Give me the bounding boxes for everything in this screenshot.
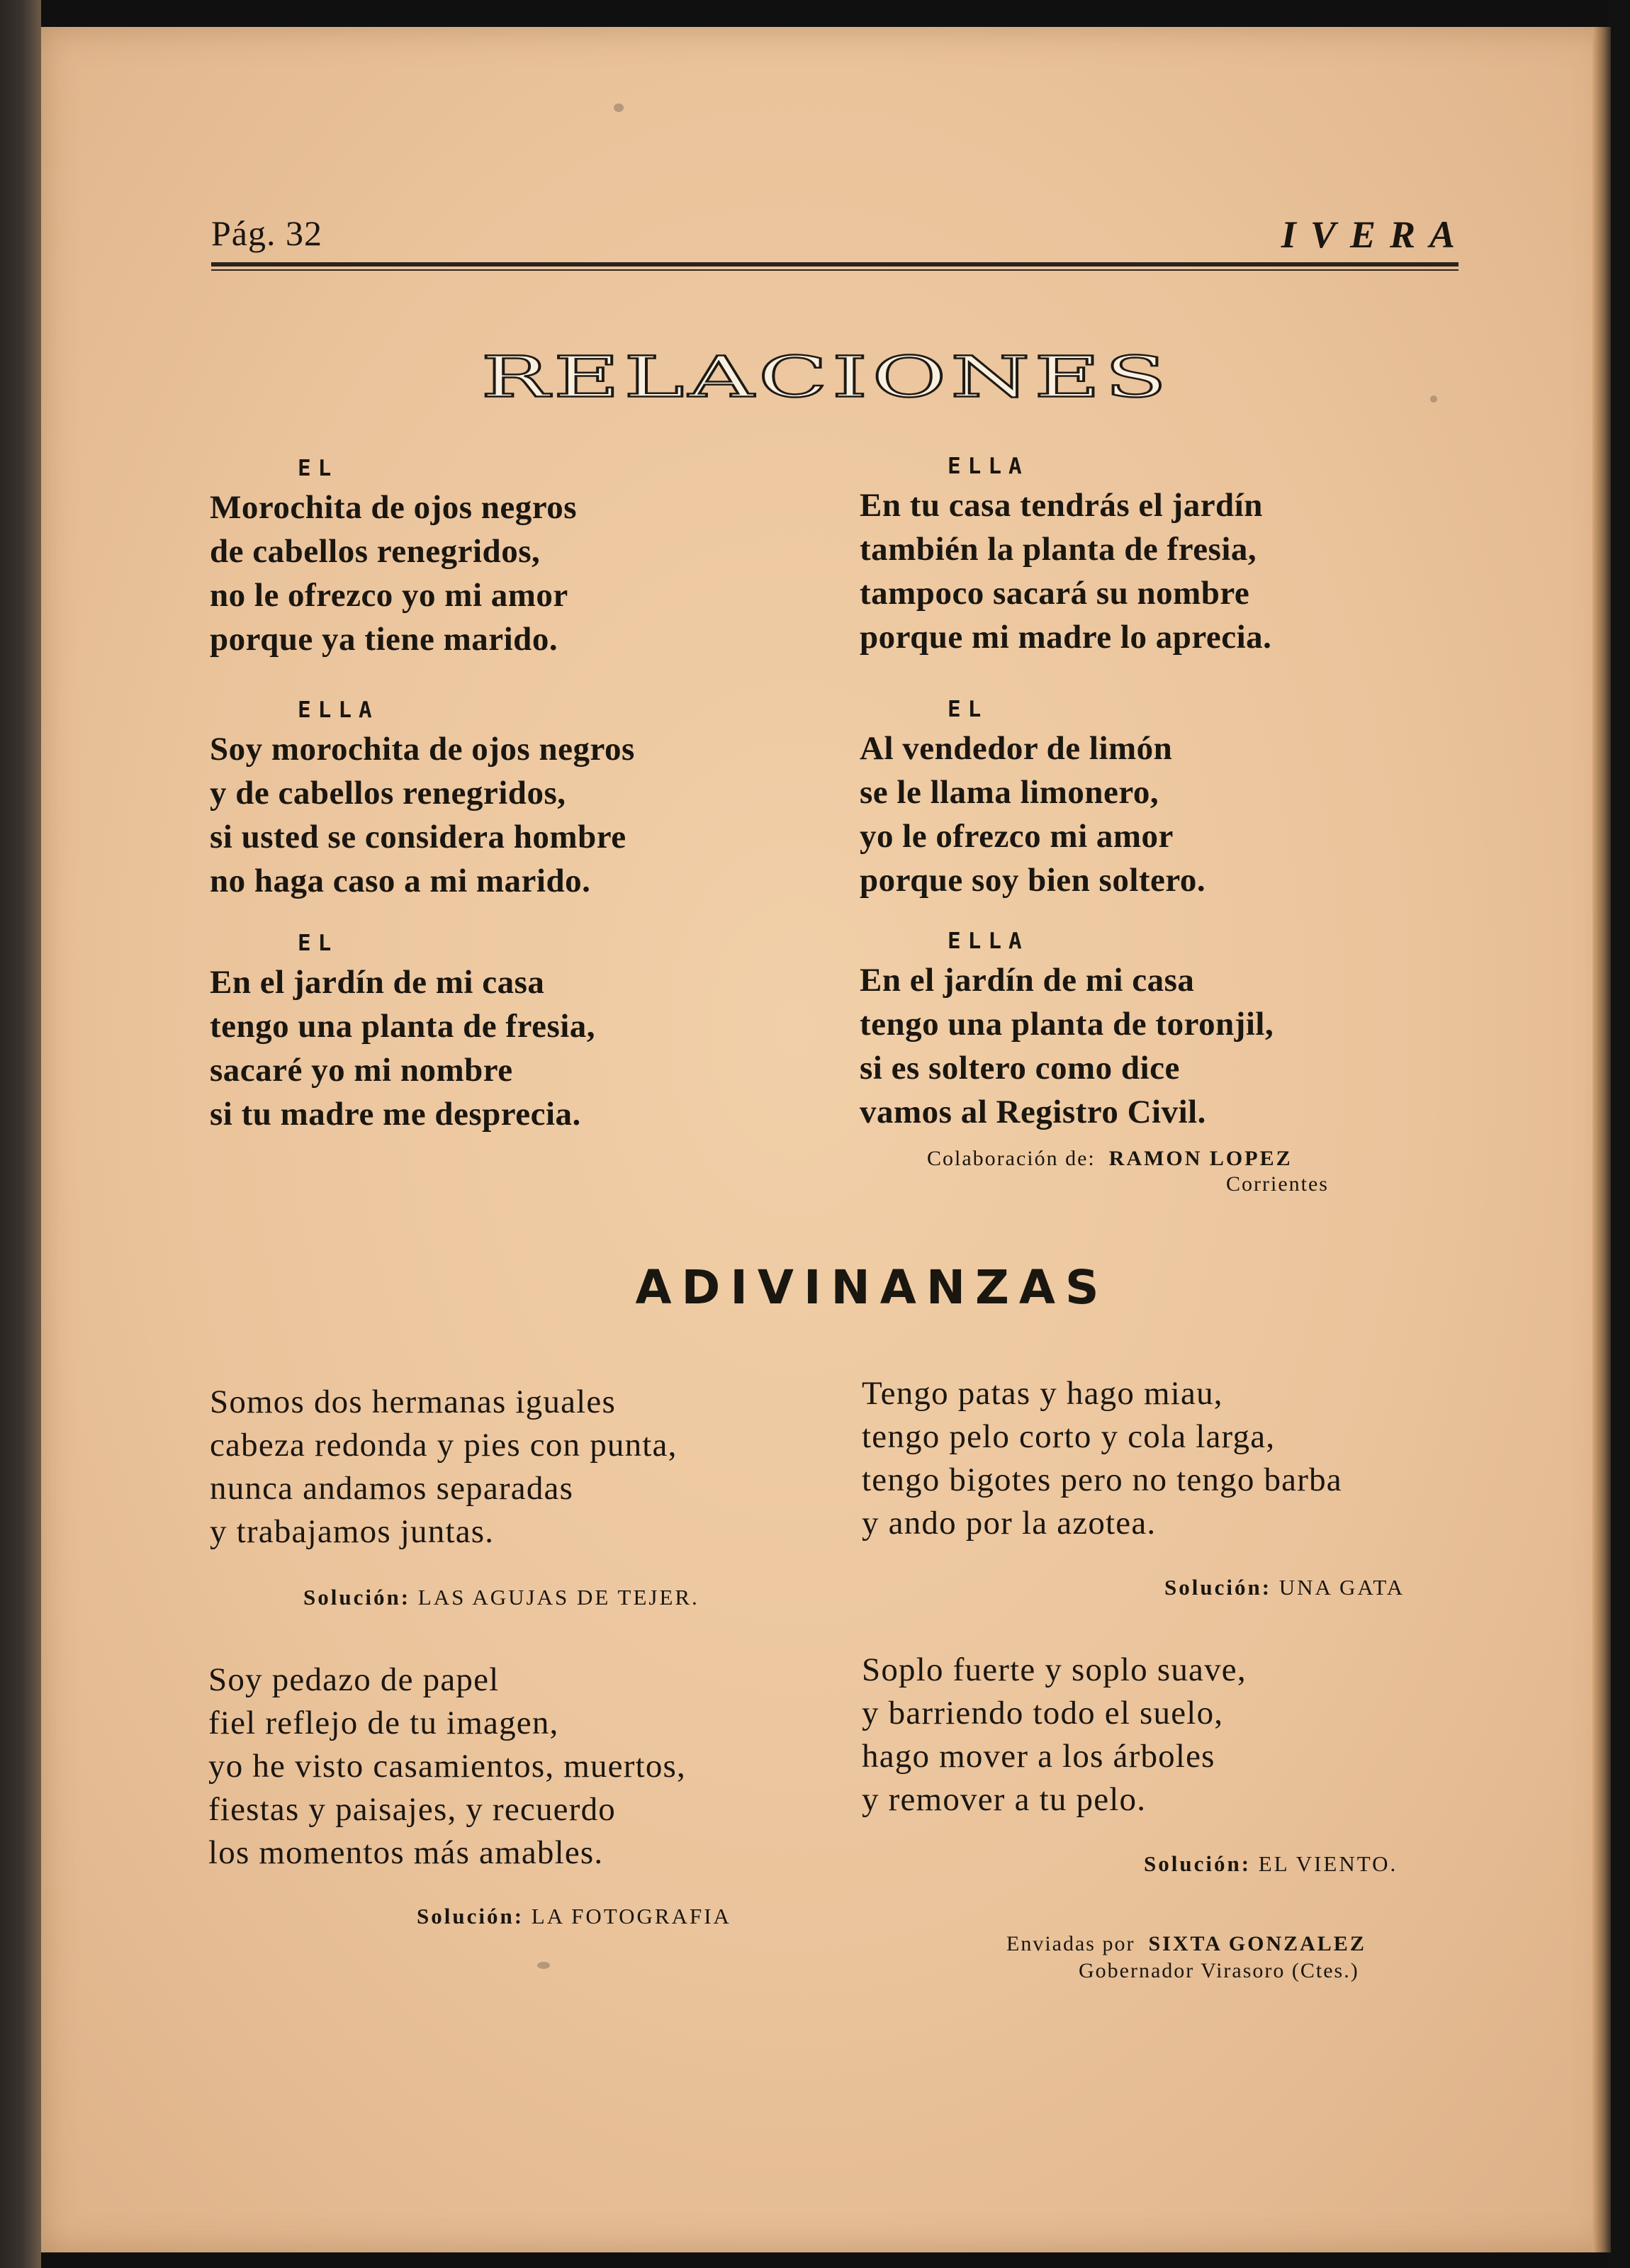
verse-line: no haga caso a mi marido.	[210, 863, 591, 899]
verse-line: se le llama limonero,	[860, 774, 1159, 811]
riddle	[208, 1658, 686, 1875]
verse-line: porque soy bien soltero.	[860, 862, 1206, 899]
verse-line: tengo una planta de toronjil,	[860, 1006, 1274, 1043]
verse-line: En el jardín de mi casa	[210, 964, 545, 1001]
riddle-line: y barriendo todo el suelo,	[862, 1695, 1224, 1731]
stanza	[210, 456, 577, 661]
verse-line: si usted se considera hombre	[210, 819, 626, 855]
magazine-title: IVERA	[1281, 213, 1469, 256]
scan-border	[1609, 0, 1630, 2268]
binding-edge	[0, 0, 41, 2268]
contributor-credit	[927, 1147, 1293, 1171]
credit-name: SIXTA GONZALEZ	[1148, 1932, 1366, 1955]
verse-line: porque ya tiene marido.	[210, 621, 558, 658]
verse-line: En el jardín de mi casa	[860, 962, 1195, 999]
solution-label: Solución:	[1144, 1851, 1252, 1876]
riddle-solution	[303, 1585, 699, 1610]
verse-line: sacaré yo mi nombre	[210, 1052, 513, 1089]
riddle-line: hago mover a los árboles	[862, 1738, 1215, 1775]
speaker-label: EL	[298, 931, 339, 956]
riddle-line: yo he visto casamientos, muertos,	[208, 1748, 686, 1785]
paper-spot	[537, 1962, 550, 1969]
solution-text: LAS AGUJAS DE TEJER.	[417, 1585, 699, 1610]
riddle-line: y ando por la azotea.	[862, 1505, 1157, 1542]
solution-label: Solución:	[303, 1585, 411, 1610]
verse-line: vamos al Registro Civil.	[860, 1094, 1206, 1130]
header-rule	[211, 262, 1458, 266]
riddle-line: los momentos más amables.	[208, 1834, 604, 1871]
speaker-label: EL	[298, 456, 339, 481]
riddle-line: y remover a tu pelo.	[862, 1781, 1147, 1818]
verse-line: tampoco sacará su nombre	[860, 575, 1250, 612]
riddle-line: nunca andamos separadas	[210, 1470, 574, 1507]
riddle-line: Soplo fuerte y soplo suave,	[862, 1651, 1247, 1688]
magazine-page	[41, 27, 1611, 2252]
speaker-label: ELLA	[298, 697, 379, 723]
speaker-label: ELLA	[948, 454, 1029, 479]
credit-label: Enviadas por	[1006, 1932, 1135, 1955]
solution-text: LA FOTOGRAFIA	[531, 1904, 731, 1929]
verse-line: Al vendedor de limón	[860, 730, 1173, 767]
riddle-line: y trabajamos juntas.	[210, 1513, 495, 1550]
solution-text: EL VIENTO.	[1258, 1851, 1398, 1876]
credit-label: Colaboración de:	[927, 1147, 1096, 1170]
verse-line: yo le ofrezco mi amor	[860, 818, 1174, 855]
riddle-line: Somos dos hermanas iguales	[210, 1383, 616, 1420]
speaker-label: EL	[948, 697, 989, 722]
solution-label: Solución:	[417, 1904, 524, 1929]
credit-place: Corrientes	[1226, 1172, 1329, 1196]
riddle-line: Soy pedazo de papel	[208, 1661, 500, 1698]
solution-label: Solución:	[1164, 1575, 1272, 1600]
verse-line: si es soltero como dice	[860, 1050, 1180, 1087]
credit-name: RAMON LOPEZ	[1108, 1147, 1293, 1170]
riddle-solution	[417, 1904, 731, 1929]
riddle-solution	[1164, 1575, 1405, 1600]
riddle-line: tengo bigotes pero no tengo barba	[862, 1461, 1342, 1498]
riddle-solution	[1144, 1851, 1398, 1877]
verse-line: también la planta de fresia,	[860, 531, 1257, 568]
riddle-line: tengo pelo corto y cola larga,	[862, 1418, 1276, 1455]
riddle-line: Tengo patas y hago miau,	[862, 1375, 1223, 1412]
verse-line: En tu casa tendrás el jardín	[860, 487, 1263, 524]
verse-line: y de cabellos renegridos,	[210, 775, 566, 812]
riddle-line: cabeza redonda y pies con punta,	[210, 1427, 678, 1464]
verse-line: de cabellos renegridos,	[210, 533, 541, 570]
verse-line: si tu madre me desprecia.	[210, 1096, 581, 1133]
paper-spot	[614, 103, 624, 112]
verse-line: porque mi madre lo aprecia.	[860, 619, 1272, 656]
speaker-label: ELLA	[948, 928, 1029, 954]
stanza	[860, 928, 1274, 1134]
section-title-relaciones: RELACIONES	[480, 344, 1171, 410]
riddle	[862, 1372, 1342, 1545]
stanza	[860, 697, 1205, 902]
riddle	[862, 1649, 1247, 1821]
verse-line: Morochita de ojos negros	[210, 489, 578, 526]
riddle	[210, 1381, 678, 1554]
stanza	[210, 697, 635, 903]
credit-place: Gobernador Virasoro (Ctes.)	[1079, 1959, 1359, 1982]
stanza	[210, 931, 595, 1136]
solution-text: UNA GATA	[1278, 1575, 1405, 1600]
section-title-adivinanzas: ADIVINANZAS	[635, 1260, 1109, 1315]
page-number: Pág. 32	[211, 213, 322, 253]
verse-line: no le ofrezco yo mi amor	[210, 577, 568, 614]
verse-line: tengo una planta de fresia,	[210, 1008, 596, 1045]
riddle-line: fiel reflejo de tu imagen,	[208, 1705, 559, 1741]
header-rule-thin	[211, 269, 1458, 271]
contributor-credit	[1006, 1932, 1366, 1956]
stanza	[860, 454, 1271, 659]
riddle-line: fiestas y paisajes, y recuerdo	[208, 1791, 616, 1828]
verse-line: Soy morochita de ojos negros	[210, 731, 635, 768]
